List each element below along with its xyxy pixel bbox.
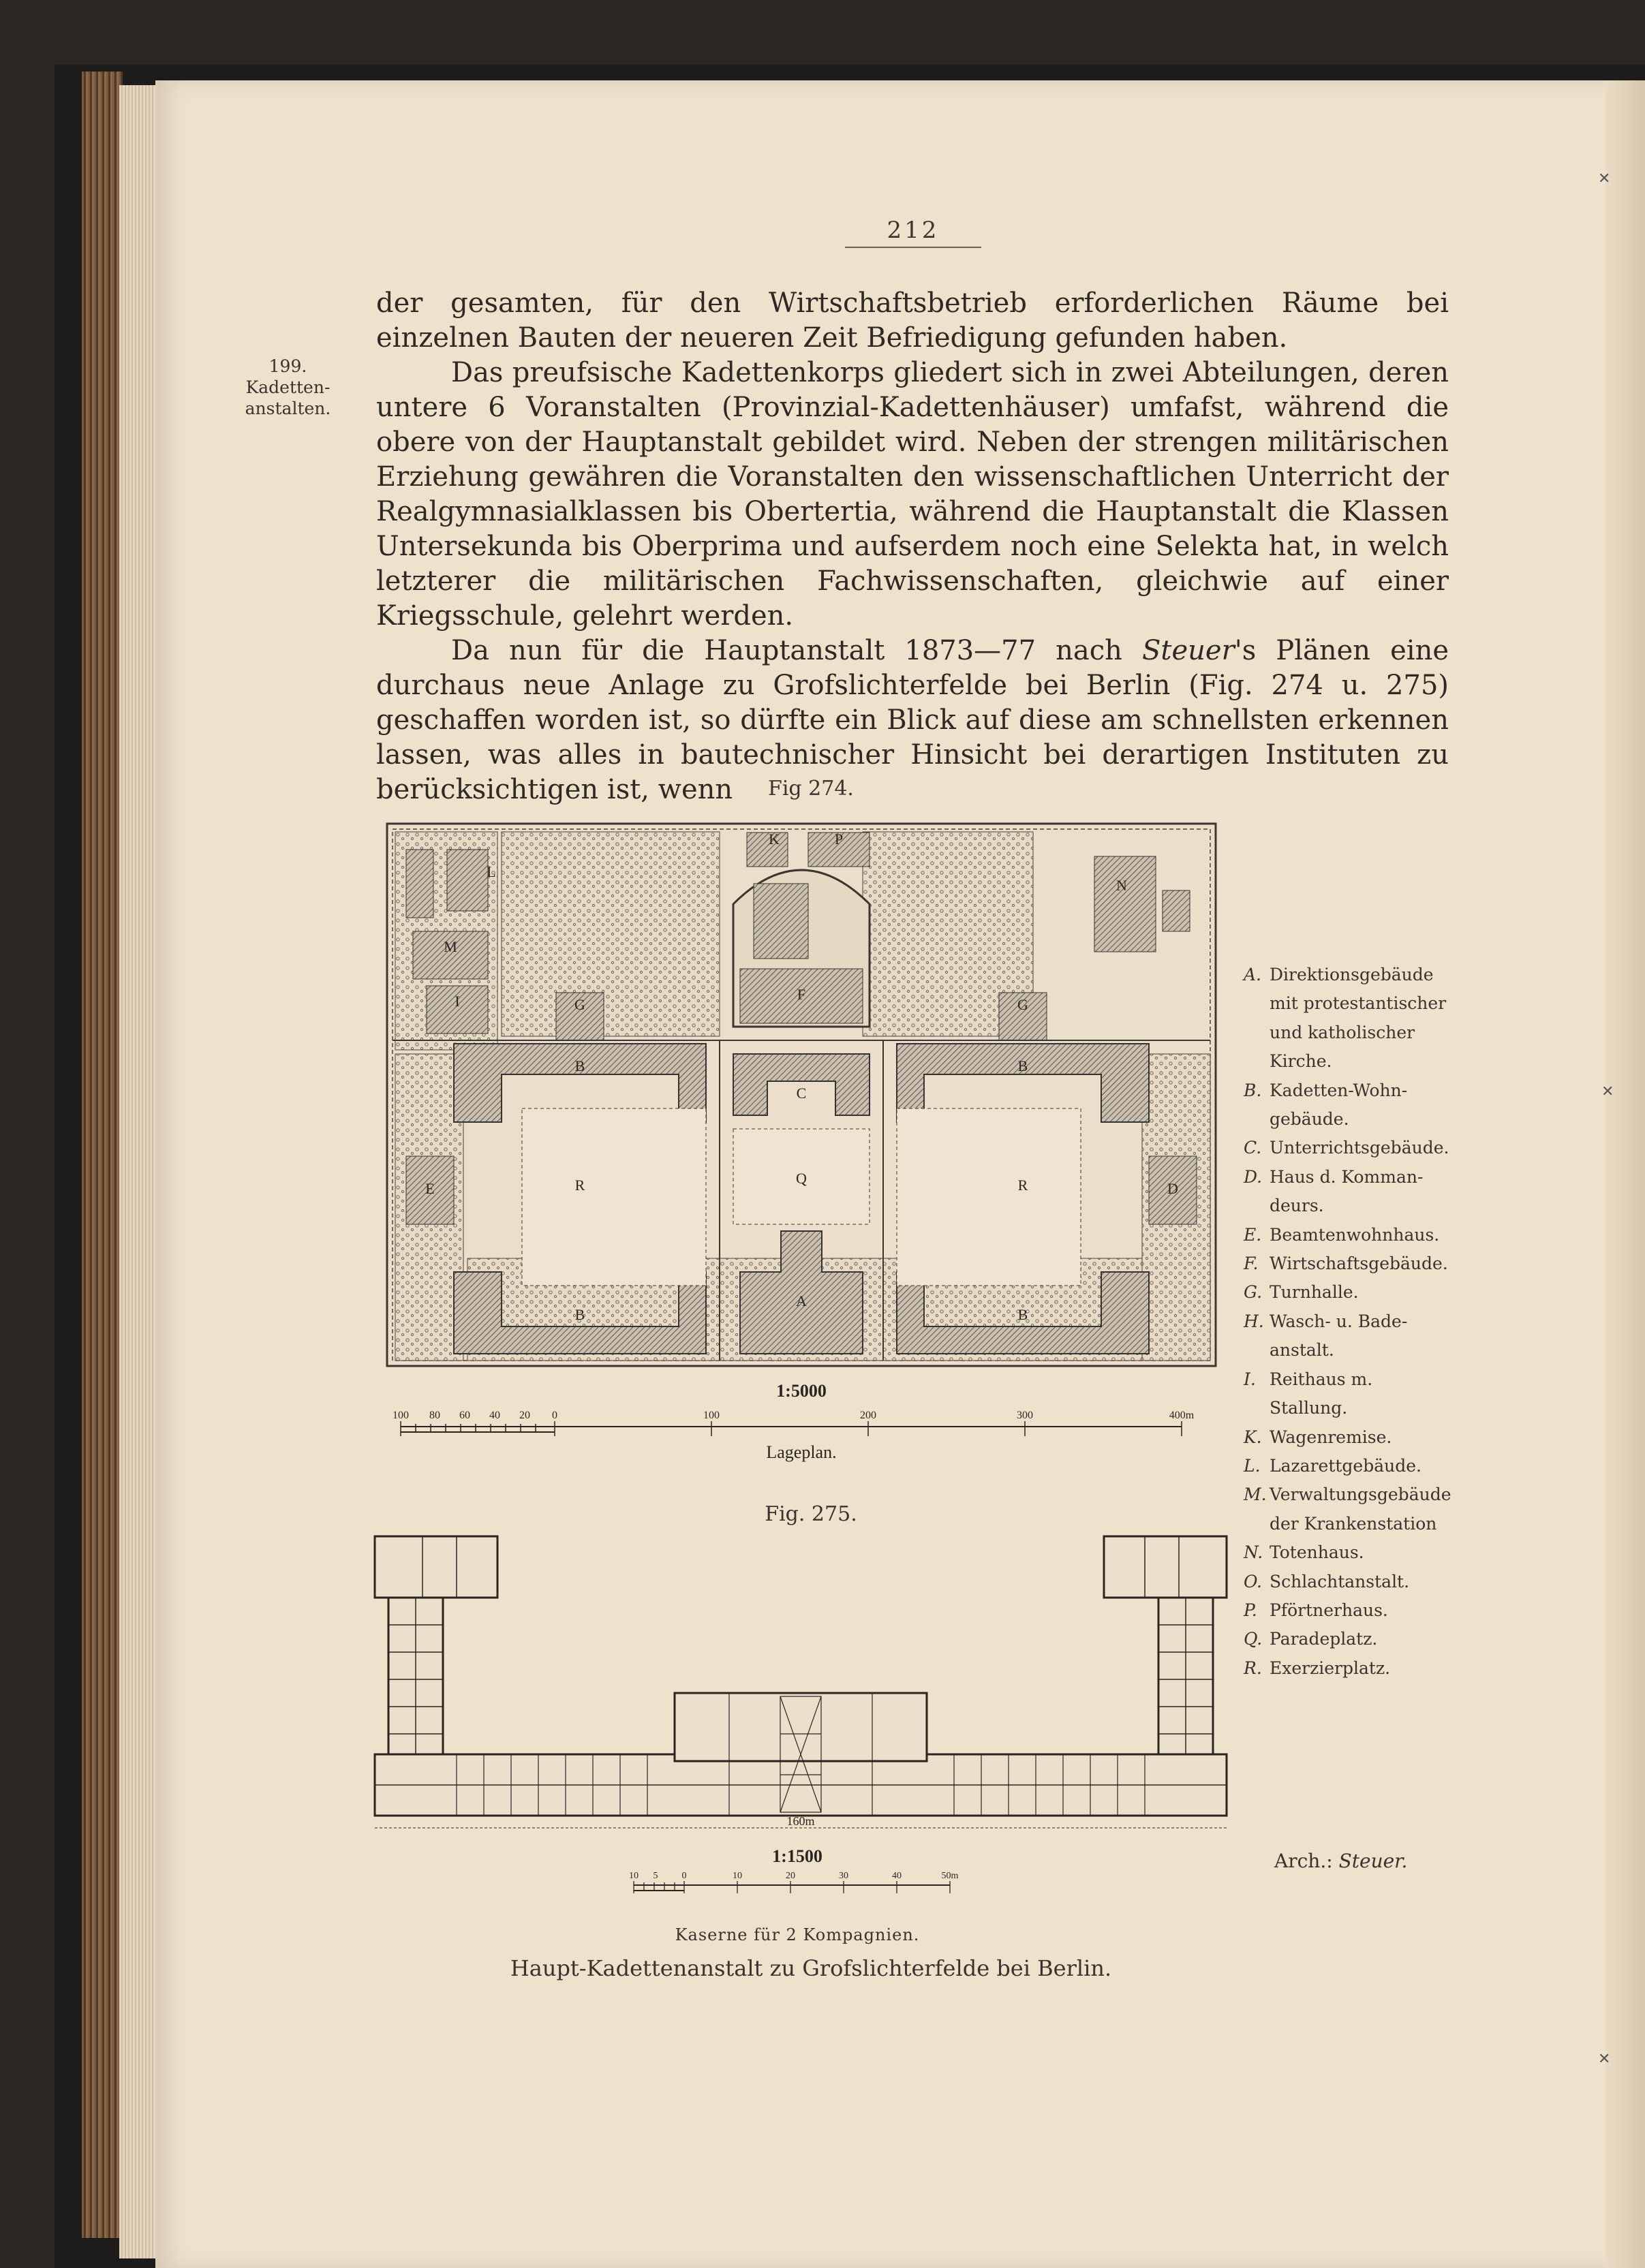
legend-text: Lazarettgebäude. — [1270, 1455, 1421, 1476]
tack-mark: ✕ — [1598, 170, 1611, 187]
legend-text: Pförtnerhaus. — [1270, 1600, 1388, 1620]
svg-text:40: 40 — [489, 1410, 500, 1421]
legend-entry — [1244, 1625, 1455, 1653]
legend-text: und katholischer — [1270, 1022, 1415, 1042]
margin-note-line2: anstalten. — [245, 399, 331, 418]
svg-text:B: B — [1017, 1057, 1028, 1074]
svg-text:B: B — [574, 1057, 585, 1074]
legend-key — [1244, 989, 1270, 1018]
svg-text:1:5000: 1:5000 — [776, 1381, 827, 1401]
legend-key: C. — [1244, 1138, 1262, 1158]
page-stack-edge — [119, 85, 160, 2258]
svg-text:L: L — [487, 863, 496, 880]
legend-entry — [1244, 1568, 1455, 1596]
svg-text:I: I — [455, 993, 460, 1010]
svg-text:M: M — [444, 938, 457, 955]
svg-text:P: P — [834, 830, 844, 848]
legend-key: K. — [1244, 1427, 1262, 1447]
legend-key: H. — [1244, 1311, 1264, 1331]
svg-text:100: 100 — [703, 1410, 720, 1421]
legend-entry — [1244, 1047, 1455, 1076]
svg-text:30: 30 — [839, 1871, 848, 1881]
page-number-rule — [845, 247, 981, 248]
legend-key: O. — [1244, 1571, 1262, 1591]
architect-name-inline: Steuer — [1142, 635, 1235, 666]
svg-text:Lageplan.: Lageplan. — [766, 1442, 837, 1462]
legend-entry — [1244, 1076, 1455, 1105]
legend-text: mit protestantischer — [1270, 993, 1447, 1014]
architect-label: Arch.: — [1274, 1850, 1339, 1872]
legend-key: A. — [1244, 965, 1262, 984]
svg-text:G: G — [574, 996, 585, 1013]
legend-text: deurs. — [1270, 1196, 1324, 1216]
legend-entry — [1244, 1336, 1455, 1365]
legend-text: anstalt. — [1270, 1340, 1334, 1361]
legend-key: L. — [1244, 1455, 1261, 1476]
binding-gutter — [1605, 80, 1645, 2268]
legend-text: Kadetten-Wohn- — [1270, 1080, 1408, 1100]
legend-key — [1244, 1105, 1270, 1134]
svg-text:5: 5 — [653, 1871, 658, 1881]
site-plan-scale-bar — [386, 1376, 1217, 1499]
legend-key — [1244, 1336, 1270, 1365]
site-plan-drawing — [386, 822, 1217, 1367]
svg-text:200: 200 — [860, 1410, 876, 1421]
legend-key: M. — [1244, 1485, 1267, 1505]
svg-text:R: R — [1017, 1177, 1028, 1194]
svg-text:B: B — [1017, 1306, 1028, 1323]
legend-entry — [1244, 1510, 1455, 1538]
legend-entry — [1244, 989, 1455, 1018]
barracks-floor-plan — [368, 1523, 1233, 1839]
legend-key — [1244, 1047, 1270, 1076]
svg-text:20: 20 — [519, 1410, 530, 1421]
margin-note — [232, 356, 344, 419]
svg-text:A: A — [796, 1292, 807, 1309]
legend-entry — [1244, 1278, 1455, 1307]
legend-key: N. — [1244, 1542, 1263, 1563]
svg-text:50m: 50m — [941, 1871, 959, 1881]
legend-entry — [1244, 1596, 1455, 1625]
svg-text:B: B — [574, 1306, 585, 1323]
legend-entry — [1244, 1134, 1455, 1162]
svg-text:0: 0 — [681, 1871, 687, 1881]
margin-note-line1: Kadetten- — [245, 377, 330, 397]
legend-text: Reithaus m. Stallung. — [1270, 1369, 1373, 1418]
plan-legend — [1244, 961, 1455, 1683]
legend-entry — [1244, 961, 1455, 989]
legend-text: Schlachtanstalt. — [1270, 1571, 1410, 1591]
legend-text: Wagenremise. — [1270, 1427, 1392, 1447]
legend-entry — [1244, 1105, 1455, 1134]
paragraph-1: der gesamten, für den Wirtschaftsbetrieb erforderlichen Räume bei einzelnen Bauten der neueren Zeit Befriedigung gefunden haben. — [376, 288, 1449, 354]
floor-plan-scale-bar — [613, 1843, 981, 1931]
svg-text:20: 20 — [786, 1871, 795, 1881]
legend-text: Wirtschaftsgebäude. — [1270, 1254, 1448, 1274]
legend-text: der Krankenstation — [1270, 1513, 1437, 1534]
legend-text: Haus d. Komman- — [1270, 1166, 1424, 1187]
legend-key: D. — [1244, 1166, 1263, 1187]
svg-text:D: D — [1167, 1180, 1178, 1197]
architect-credit — [1274, 1850, 1407, 1872]
legend-key — [1244, 1192, 1270, 1220]
figure-274-caption: Fig 274. — [768, 777, 854, 801]
legend-text: Turnhalle. — [1270, 1282, 1359, 1303]
svg-text:100: 100 — [393, 1410, 409, 1421]
legend-entry — [1244, 1654, 1455, 1683]
legend-entry — [1244, 1365, 1455, 1423]
legend-text: Exerzierplatz. — [1270, 1658, 1391, 1678]
svg-text:R: R — [574, 1177, 585, 1194]
legend-key — [1244, 1019, 1270, 1047]
architect-name: Steuer. — [1338, 1850, 1408, 1872]
svg-text:E: E — [425, 1180, 435, 1197]
svg-text:G: G — [1017, 996, 1028, 1013]
legend-entry — [1244, 1163, 1455, 1192]
svg-text:160m: 160m — [786, 1814, 815, 1828]
legend-entry — [1244, 1480, 1455, 1509]
legend-key: F. — [1244, 1254, 1259, 1274]
legend-text: Kirche. — [1270, 1051, 1332, 1072]
paragraph-3-end: 's Plänen eine durchaus neue Anlage zu Grofslichterfelde bei Berlin (Fig. 274 u. 275) geschaffen worden ist, so dürfte ein Blick auf diese am schnellsten erkennen lassen, was alles in bautechnischer Hinsicht bei derartigen Instituten zu berücksichtigen ist, wenn — [376, 635, 1449, 805]
page-number: 212 — [887, 217, 940, 244]
legend-key: R. — [1244, 1658, 1262, 1678]
legend-text: Wasch- u. Bade- — [1270, 1311, 1408, 1331]
legend-entry — [1244, 1307, 1455, 1336]
legend-text: Direktionsgebäude — [1270, 965, 1434, 984]
legend-text: Verwaltungsgebäude — [1270, 1485, 1451, 1505]
paragraph-3 — [376, 634, 1449, 807]
legend-text: Beamtenwohnhaus. — [1270, 1224, 1440, 1245]
tack-mark: ✕ — [1601, 1083, 1614, 1100]
figure-275-subtitle: Kaserne für 2 Kompagnien. — [675, 1925, 920, 1944]
svg-text:C: C — [796, 1085, 807, 1102]
legend-text: Unterrichtsgebäude. — [1270, 1138, 1449, 1158]
legend-key: E. — [1244, 1224, 1262, 1245]
legend-text: Totenhaus. — [1270, 1542, 1364, 1563]
legend-entry — [1244, 1423, 1455, 1452]
svg-text:N: N — [1116, 877, 1127, 894]
svg-text:F: F — [797, 986, 806, 1003]
legend-entry — [1244, 1019, 1455, 1047]
svg-text:400m: 400m — [1169, 1410, 1195, 1421]
svg-text:10: 10 — [629, 1871, 639, 1881]
svg-text:60: 60 — [459, 1410, 470, 1421]
margin-note-number: 199. — [268, 356, 307, 376]
svg-text:300: 300 — [1017, 1410, 1033, 1421]
legend-entry — [1244, 1192, 1455, 1220]
paragraph-3-start: Da nun für die Hauptanstalt 1873—77 nach — [451, 635, 1142, 666]
svg-text:80: 80 — [429, 1410, 440, 1421]
legend-entry — [1244, 1221, 1455, 1249]
svg-text:1:1500: 1:1500 — [772, 1846, 822, 1866]
body-text — [376, 286, 1449, 807]
svg-text:K: K — [769, 830, 780, 848]
svg-text:0: 0 — [552, 1410, 557, 1421]
legend-entry — [1244, 1538, 1455, 1567]
main-figure-caption: Haupt-Kadettenanstalt zu Grofslichterfelde bei Berlin. — [510, 1955, 1112, 1981]
paragraph-2: Das preufsische Kadettenkorps gliedert sich in zwei Abteilungen, deren untere 6 Voranstalten (Provinzial-Kadettenhäuser) umfafst, während die obere von der Hauptanstalt gebildet wird. Neben der strengen militärischen Erziehung gewähren die Voranstalten den wissenschaftlichen Unterricht der Realgymnasialklassen bis Obertertia, während die Hauptanstalt die Klassen Untersekunda bis Oberprima und aufserdem noch eine Selekta hat, in welch letzterer die militärischen Fachwissenschaften, gleichwie auf einer Kriegsschule, gelehrt werden. — [376, 357, 1449, 632]
marbled-cover-edge — [82, 72, 123, 2238]
legend-key: I. — [1244, 1369, 1256, 1389]
legend-text: gebäude. — [1270, 1109, 1349, 1130]
svg-text:40: 40 — [892, 1871, 902, 1881]
legend-key: P. — [1244, 1600, 1257, 1620]
legend-key — [1244, 1510, 1270, 1538]
tack-mark: ✕ — [1598, 2051, 1611, 2068]
legend-key: B. — [1244, 1080, 1262, 1100]
legend-key: Q. — [1244, 1629, 1263, 1649]
svg-text:Q: Q — [796, 1170, 807, 1187]
svg-text:10: 10 — [733, 1871, 742, 1881]
legend-text: Paradeplatz. — [1270, 1629, 1378, 1649]
legend-entry — [1244, 1452, 1455, 1480]
legend-key: G. — [1244, 1282, 1263, 1303]
figure-275-caption: Fig. 275. — [765, 1502, 857, 1526]
legend-entry — [1244, 1249, 1455, 1278]
